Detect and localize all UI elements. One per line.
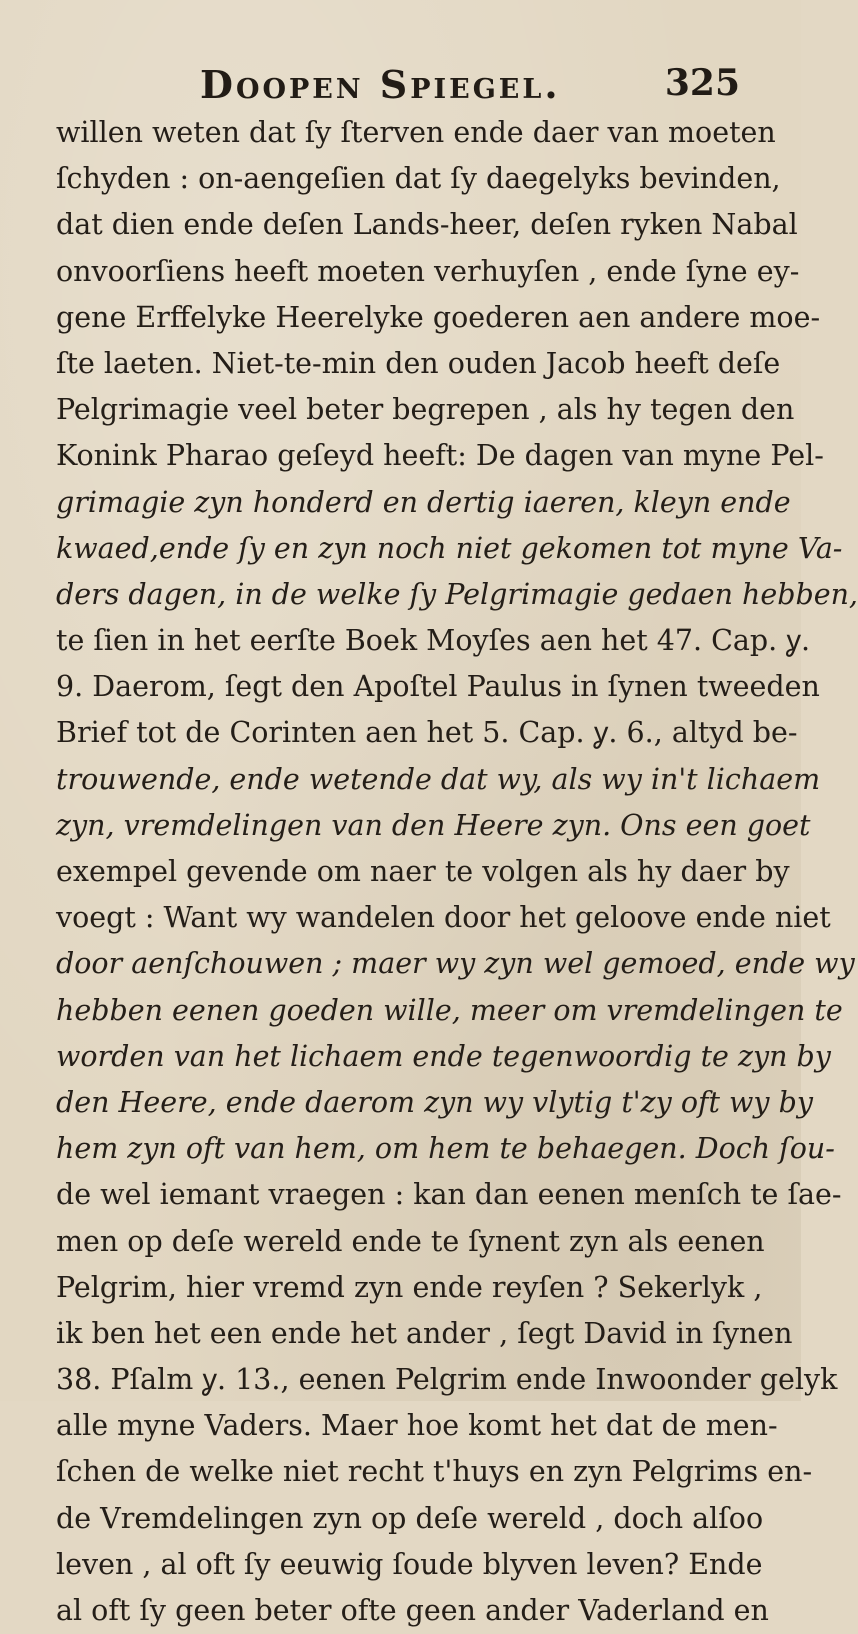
text-line: door aenſchouwen ; maer wy zyn wel gemoed, ende wy [56,947,855,981]
text-line: kwaed,ende ſy en zyn noch niet gekomen tot myne Va- [56,531,843,565]
text-line: leven , al oft ſy eeuwig ſoude blyven leven? Ende [56,1547,763,1581]
text-line: voegt : Want wy wandelen door het geloove ende niet [56,901,831,935]
text-line: grimagie zyn honderd en dertig iaeren, kleyn ende [56,485,791,519]
text-line: alle myne Vaders. Maer hoe komt het dat de men- [56,1409,778,1443]
text-line: Brief tot de Corinten aen het 5. Cap. ỿ. 6., altyd be- [56,716,798,750]
text-line: hem zyn oft van hem, om hem te behaegen. Doch ſou- [56,1132,835,1166]
running-header [200,62,740,110]
text-line: trouwende, ende wetende dat wy, als wy in't lichaem [56,762,821,796]
text-line: willen weten dat ſy ſterven ende daer van moeten [56,116,776,149]
text-line: exempel gevende om naer te volgen als hy daer by [56,855,790,888]
text-line: te ſien in het eerſte Boek Moyſes aen het 47. Cap. ỿ. [56,624,811,658]
text-line: zyn, vremdelingen van den Heere zyn. Ons een goet [56,808,811,842]
text-line: 9. Daerom, ſegt den Apoſtel Paulus in ſynen tweeden [56,670,820,704]
text-line: ders dagen, in de welke ſy Pelgrimagie gedaen hebben, [56,577,858,611]
text-line: Pelgrim, hier vremd zyn ende reyſen ? Sekerlyk , [56,1270,763,1304]
text-line: ſchyden : on-aengeſien dat ſy daegelyks bevinden, [56,162,781,196]
text-line: ſte laeten. Niet-te-min den ouden Jacob heeft deſe [56,346,781,380]
text-line: ik ben het een ende het ander , ſegt David in ſynen [56,1316,793,1350]
text-line: Konink Pharao geſeyd heeft: De dagen van myne Pel- [56,439,824,473]
body-text [56,110,858,1634]
text-line: men op deſe wereld ende te ſynent zyn als eenen [56,1224,765,1258]
text-line: Pelgrimagie veel beter begrepen , als hy tegen den [56,393,795,427]
text-line: gene Erffelyke Heerelyke goederen aen andere moe- [56,300,821,334]
text-line: de wel iemant vraegen : kan dan eenen menſch te ſae- [56,1178,842,1212]
text-line: hebben eenen goeden wille, meer om vremdelingen te [56,993,843,1027]
page-number: 325 [664,62,740,104]
text-line: 38. Pſalm ỿ. 13., eenen Pelgrim ende Inwoonder gelyk [56,1363,838,1397]
text-line: onvoorſiens heeft moeten verhuyſen , ende ſyne ey- [56,254,800,288]
running-title: Doopen Spiegel. [200,62,561,107]
text-line: de Vremdelingen zyn op deſe wereld , doch alſoo [56,1501,764,1535]
text-line: dat dien ende deſen Lands-heer, deſen ryken Nabal [56,208,798,242]
text-line: ſchen de welke niet recht t'huys en zyn Pelgrims en- [56,1455,813,1489]
text-line: al oft ſy geen beter ofte geen ander Vaderland en [56,1594,769,1627]
text-line: den Heere, ende daerom zyn wy vlytig t'zy oft wy by [56,1085,813,1119]
text-line: worden van het lichaem ende tegenwoordig te zyn by [56,1039,831,1073]
